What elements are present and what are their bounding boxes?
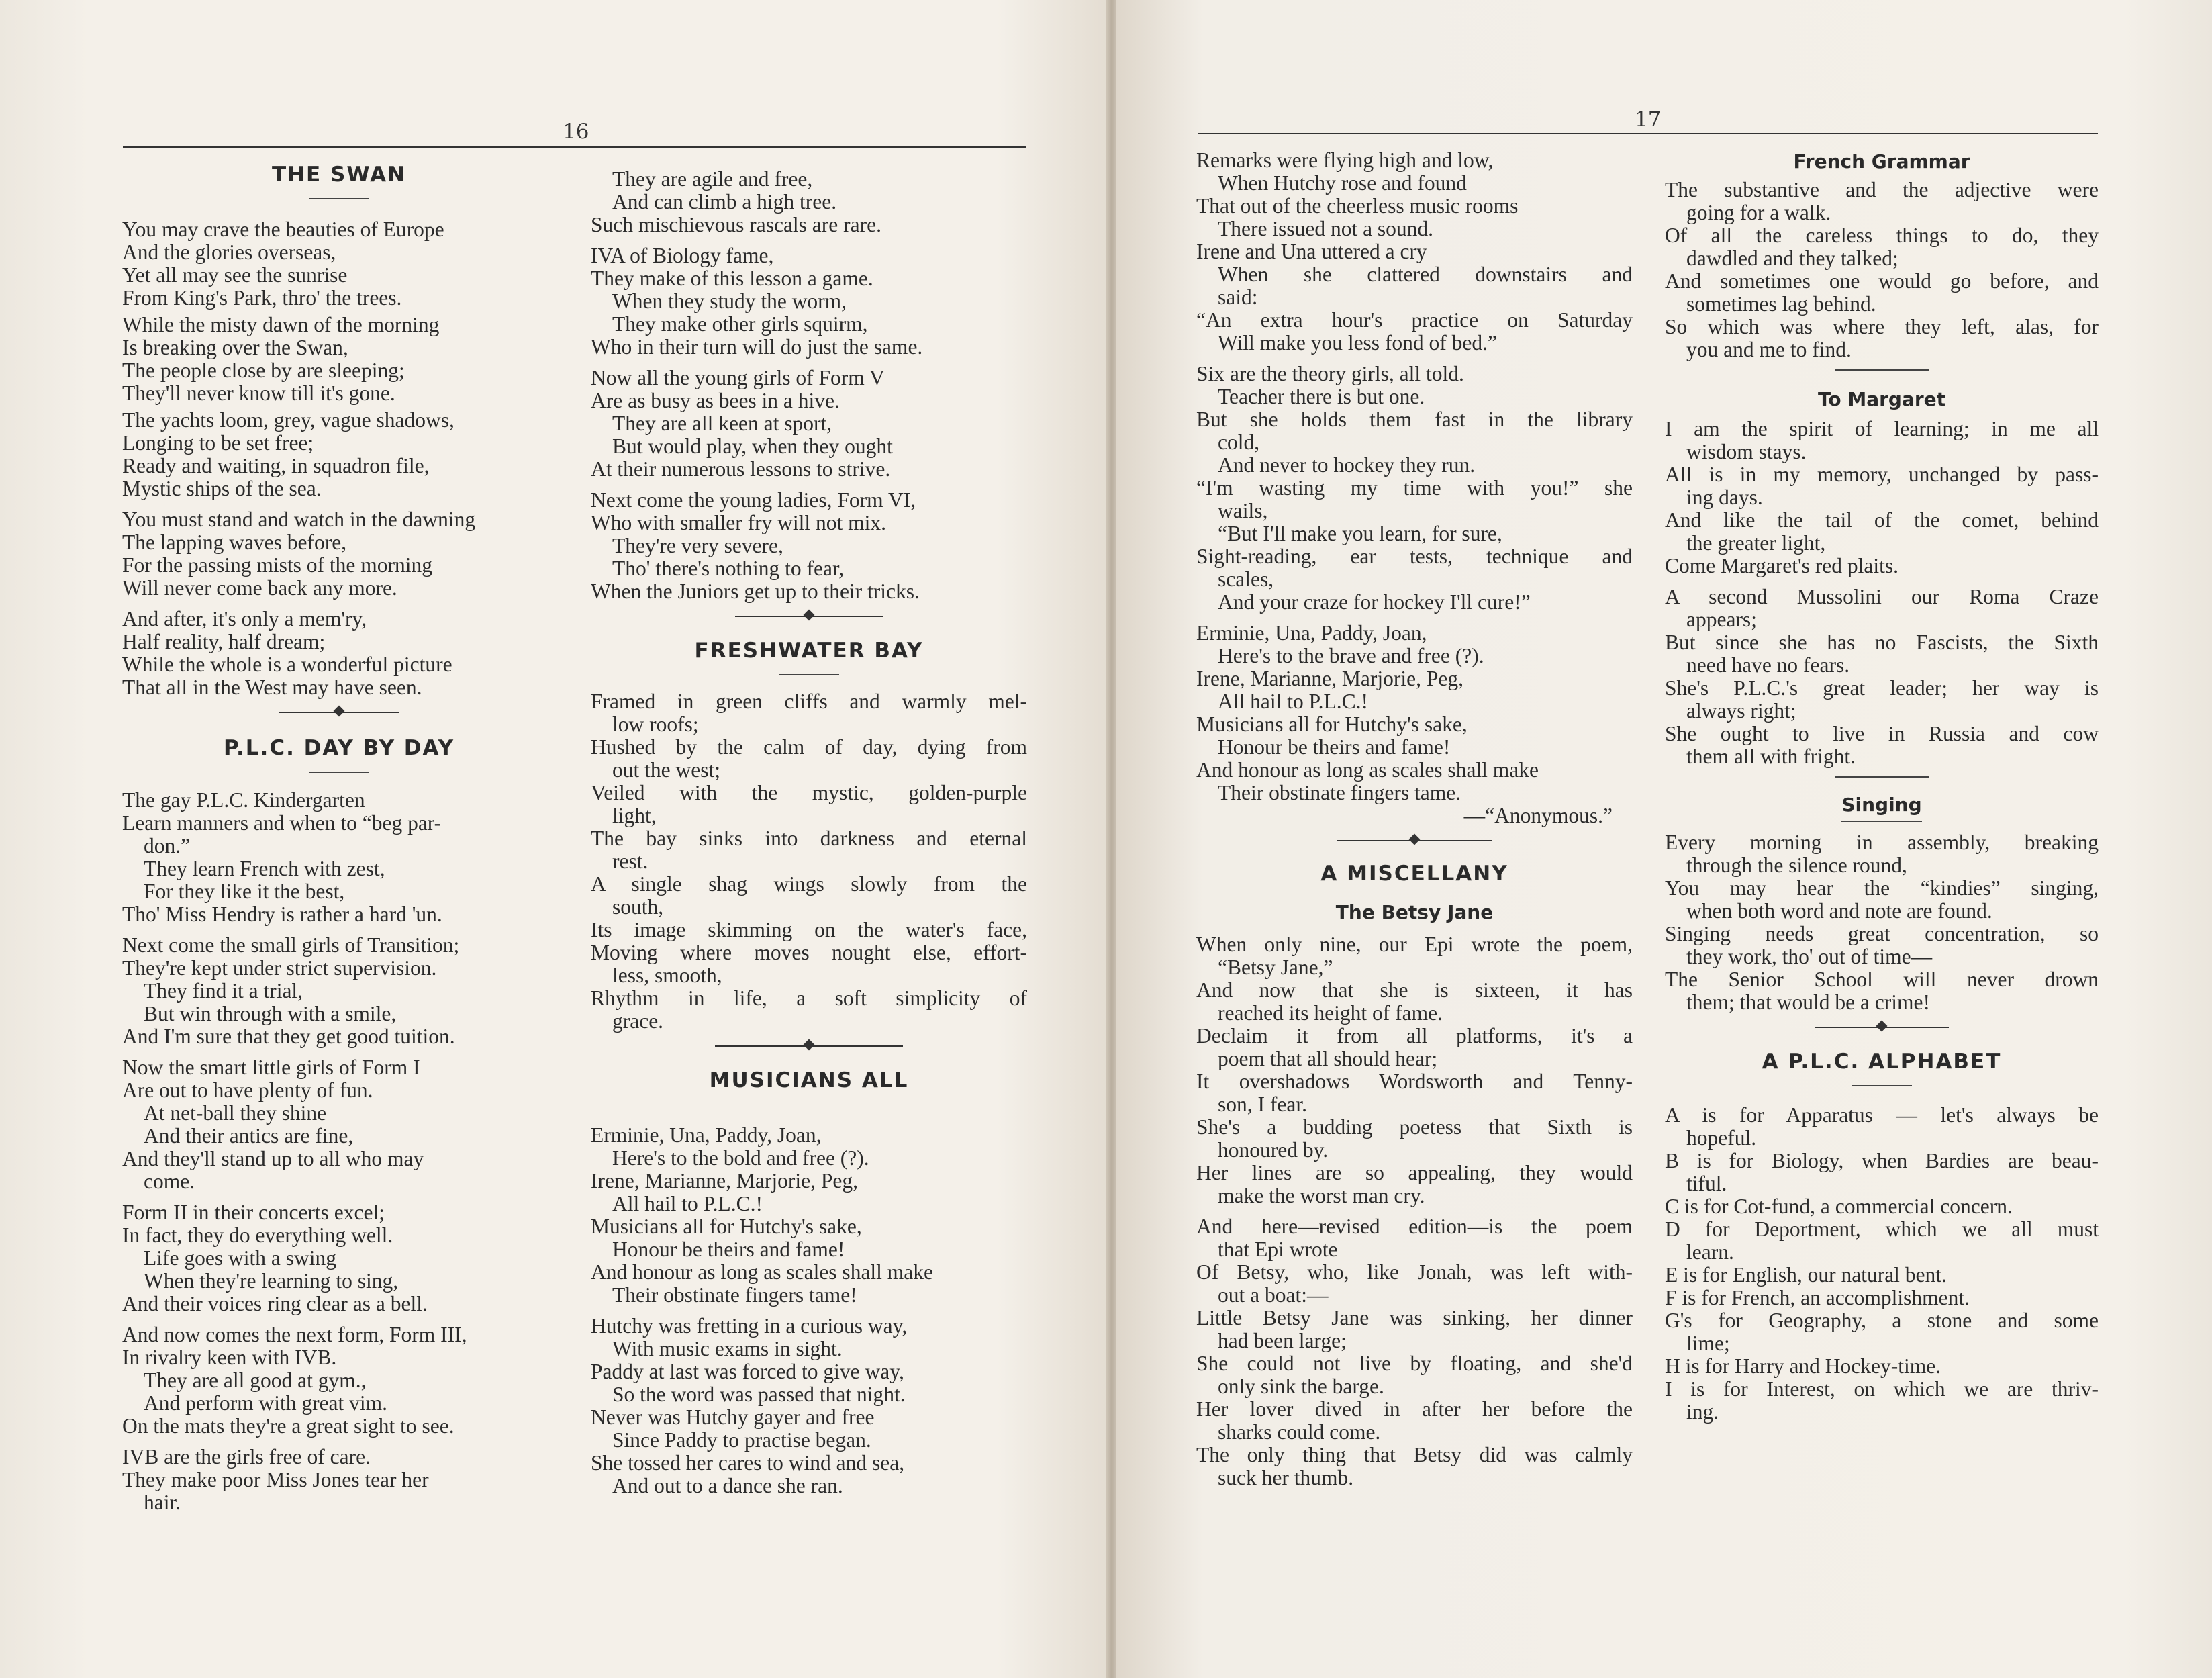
poem-line: The only thing that Betsy did was calmly [1196,1443,1633,1466]
ornament-divider [735,611,883,622]
poem-line: appears; [1686,608,1757,631]
poem-line: In fact, they do everything well. [122,1223,393,1247]
musicians-stanza-3 [1196,149,1633,355]
poem-line: IVB are the girls free of care. [122,1445,371,1469]
poem-line: low roofs; [612,712,699,736]
poem-title-betsy-jane: The Betsy Jane [1335,901,1494,923]
poem-line: At net-ball they shine [144,1101,327,1125]
poem-line: A single shag wings slowly from the [591,872,1027,896]
betsy-jane-poem [1196,1215,1633,1489]
section-title-a-miscellany: A MISCELLANY [1320,861,1508,886]
title-rule [779,674,839,675]
poem-line: And sometimes one would go before, and [1665,269,2099,293]
spacer [1196,885,1633,901]
poem-line: She's P.L.C.'s great leader; her way is [1665,676,2099,700]
poem-line: Framed in green cliffs and warmly mel- [591,690,1027,713]
left-column-2 [591,168,1027,1505]
ornament-divider [279,707,399,718]
poem-line: The bay sinks into darkness and eternal [591,827,1027,850]
section-divider [1835,776,1929,778]
poem-line: ing. [1686,1400,1719,1424]
poem-line: Form II in their concerts excel; [122,1201,385,1224]
poem-title-to-margaret: To Margaret [1817,388,1946,410]
poem-line: Her lover dived in after her before the [1196,1397,1633,1421]
poem-line: lime; [1686,1332,1730,1355]
poem-line: A second Mussolini our Roma Craze [1665,585,2099,608]
poem-line: “But I'll make you learn, for sure, [1218,522,1502,545]
poem-line: Are out to have plenty of fun. [122,1078,373,1102]
poem-line: That all in the West may have seen. [122,675,422,699]
plc-stanza-5 [122,1323,556,1438]
poem-line: Erminie, Una, Paddy, Joan, [591,1123,822,1147]
poem-line: I is for Interest, on which we are thriv- [1665,1377,2099,1401]
header-rule-right [1198,133,2098,134]
poem-line: You may hear the “kindies” singing, [1665,876,2099,900]
poem-line: But win through with a smile, [144,1002,397,1025]
page-number-16: 16 [563,120,589,144]
poem-title-plc-day-by-day: P.L.C. DAY BY DAY [223,736,455,760]
poem-title-the-swan: THE SWAN [271,162,407,187]
poem-line: Irene and Una uttered a cry [1196,240,1427,263]
spacer [1196,924,1633,933]
singing-text [1665,831,2099,1014]
plc-stanza-1 [122,789,556,926]
poem-line: Next come the small girls of Transition; [122,933,460,957]
title-rule [309,198,369,199]
poem-line: When only nine, our Epi wrote the poem, [1196,933,1633,956]
poem-line: Irene, Marianne, Marjorie, Peg, [591,1169,858,1193]
poem-line: Every morning in assembly, breaking [1665,831,2099,854]
poem-line: Teacher there is but one. [1218,385,1425,408]
poem-line: you and me to find. [1686,338,1852,361]
poem-line: At their numerous lessons to strive. [591,457,891,481]
poem-line: They make of this lesson a game. [591,267,873,290]
poem-line: Her lines are so appealing, they would [1196,1161,1633,1184]
poem-line: Honour be theirs and fame! [612,1238,845,1261]
poem-line: All is in my memory, unchanged by pass- [1665,463,2099,486]
poem-line: Longing to be set free; [122,431,314,455]
poem-line: when both word and note are found. [1686,899,1992,923]
poem-line: That out of the cheerless music rooms [1196,194,1519,218]
poem-line: Musicians all for Hutchy's sake, [591,1215,862,1238]
poem-line: You may crave the beauties of Europe [122,218,444,241]
poem-line: Rhythm in life, a soft simplicity of [591,986,1027,1010]
poem-line: IVA of Biology fame, [591,244,774,267]
poem-line: Declaim it from all platforms, it's a [1196,1024,1633,1047]
poem-line: sometimes lag behind. [1686,292,1876,316]
swan-stanza-5 [122,608,556,699]
poem-line: Who with smaller fry will not mix. [591,511,887,534]
poem-line: honoured by. [1218,1138,1329,1162]
poem-line: “An extra hour's practice on Saturday [1196,308,1633,332]
poem-line: And their voices ring clear as a bell. [122,1292,428,1315]
poem-line: Its image skimming on the water's face, [591,918,1027,941]
poem-line: always right; [1686,699,1796,723]
poem-line: So the word was passed that night. [612,1383,906,1406]
poem-title-french-grammar: French Grammar [1793,150,1970,173]
poem-line: Moving where moves nought else, effort- [591,941,1027,964]
poem-line: Paddy at last was forced to give way, [591,1360,904,1383]
poem-line: D for Deportment, which we all must [1665,1217,2099,1241]
poem-line: When the Juniors get up to their tricks. [591,579,920,603]
section-title-plc-alphabet: A P.L.C. ALPHABET [1762,1050,2002,1074]
poem-line: They are all good at gym., [144,1368,367,1392]
poem-line: going for a walk. [1686,201,1831,224]
poem-line: Sight-reading, ear tests, technique and [1196,545,1633,568]
alphabet-text [1665,1104,2099,1424]
poem-line: And your craze for hockey I'll cure!” [1218,590,1531,614]
poem-line: only sink the barge. [1218,1374,1384,1398]
freshwater-text [591,690,1027,1033]
poem-line: Hutchy was fretting in a curious way, [591,1314,908,1338]
poem-line: When she clattered downstairs and [1218,263,1633,286]
poem-line: cold, [1218,430,1260,454]
poem-line: She's a budding poetess that Sixth is [1196,1115,1633,1139]
poem-line: A is for Apparatus — let's always be [1665,1103,2099,1127]
poem-line: light, [612,804,657,827]
poem-line: out the west; [612,758,720,782]
poem-line: They're very severe, [612,534,783,557]
poem-line: Irene, Marianne, Marjorie, Peg, [1196,667,1463,690]
poem-line: Here's to the brave and free (?). [1218,644,1484,667]
poem-line: son, I fear. [1218,1092,1307,1116]
musicians-stanza-4 [1196,363,1633,614]
poem-title-musicians-all: MUSICIANS ALL [709,1068,909,1092]
poem-line: Will never come back any more. [122,576,397,600]
poem-line: And they'll stand up to all who may [122,1147,424,1170]
poem-line: Since Paddy to practise began. [612,1428,871,1452]
poem-line: hopeful. [1686,1126,1757,1150]
poem-line: But would play, when they ought [612,434,893,458]
poem-line: The gay P.L.C. Kindergarten [122,788,365,812]
poem-line: out a boat:— [1218,1283,1329,1307]
poem-line: And never to hockey they run. [1218,453,1476,477]
right-column-2 [1665,150,2099,1432]
poem-line: And perform with great vim. [144,1391,388,1415]
poem-line: The substantive and the adjective were [1665,178,2099,201]
poem-line: don.” [144,834,191,857]
poem-line: They're kept under strict supervision. [122,956,437,980]
poem-line: The people close by are sleeping; [122,359,405,382]
poem-line: And here—revised edition—is the poem [1196,1215,1633,1238]
poem-line: Here's to the bold and free (?). [612,1146,869,1170]
poem-line: The yachts loom, grey, vague shadows, [122,408,454,432]
ornament-divider [715,1041,903,1052]
poem-line: When Hutchy rose and found [1218,171,1467,195]
poem-line: All hail to P.L.C.! [612,1192,763,1215]
poem-line: sharks could come. [1218,1420,1381,1444]
title-rule [1841,821,1922,822]
poem-line: C is for Cot-fund, a commercial concern. [1665,1195,2013,1218]
poem-line: them; that would be a crime! [1686,990,1931,1014]
poem-line: And out to a dance she ran. [612,1474,843,1497]
poem-line: Remarks were flying high and low, [1196,148,1494,172]
poem-line: G's for Geography, a stone and some [1665,1309,2099,1332]
poem-line: them all with fright. [1686,745,1856,768]
poem-title-freshwater-bay: FRESHWATER BAY [694,639,924,663]
poem-line: For the passing mists of the morning [122,553,432,577]
poem-attribution: —“Anonymous.” [1463,804,1613,827]
poem-line: wails, [1218,499,1268,522]
poem-line: Tho' Miss Hendry is rather a hard 'un. [122,902,442,926]
poem-line: learn. [1686,1240,1734,1264]
poem-line: B is for Biology, when Bardies are beau- [1665,1149,2099,1172]
poem-line: Ready and waiting, in squadron file, [122,454,430,477]
poem-line: I am the spirit of learning; in me all [1665,417,2099,440]
poem-line: They learn French with zest, [144,857,385,880]
poem-line: poem that all should hear; [1218,1047,1438,1070]
french-grammar-text [1665,179,2099,361]
poem-line: through the silence round, [1686,853,1907,877]
ornament-divider [1337,835,1492,846]
title-spacer [779,1105,839,1107]
plc-stanza-7 [591,168,1027,236]
poem-line: Their obstinate fingers tame! [612,1283,857,1307]
poem-line: Little Betsy Jane was sinking, her dinner [1196,1306,1633,1330]
poem-line: Yet all may see the sunrise [122,263,348,287]
poem-line: They find it a trial, [144,979,303,1003]
poem-line: need have no fears. [1686,653,1850,677]
poem-line: Is breaking over the Swan, [122,336,348,359]
poem-line: scales, [1218,567,1274,591]
title-rule [309,772,369,773]
swan-stanza-2 [122,314,556,405]
poem-line: And I'm sure that they get good tuition. [122,1025,455,1048]
plc-stanza-9 [591,367,1027,481]
poem-line: Singing needs great concentration, so [1665,922,2099,945]
poem-line: When they're learning to sing, [144,1269,399,1293]
poem-line: While the whole is a wonderful picture [122,653,452,676]
poem-line: For they like it the best, [144,880,345,903]
poem-line: And honour as long as scales shall make [1196,758,1539,782]
swan-stanza-4 [122,508,556,600]
musicians-stanza-5 [1196,622,1633,827]
musicians-stanza-2 [591,1315,1027,1497]
poem-line: So which was where they left, alas, for [1665,315,2099,338]
poem-line: suck her thumb. [1218,1466,1354,1489]
poem-line: had been large; [1218,1329,1347,1352]
poem-line: ing days. [1686,485,1763,509]
poem-line: Their obstinate fingers tame. [1218,781,1461,804]
poem-line: And now comes the next form, Form III, [122,1323,467,1346]
poem-line: wisdom stays. [1686,440,1807,463]
poem-line: While the misty dawn of the morning [122,313,440,336]
title-rule [1852,1085,1912,1086]
poem-line: They'll never know till it's gone. [122,381,395,405]
poem-line: Honour be theirs and fame! [1218,735,1451,759]
poem-line: But she holds them fast in the library [1196,408,1633,431]
poem-line: H is for Harry and Hockey-time. [1665,1354,1941,1378]
poem-line: make the worst man cry. [1218,1184,1425,1207]
poem-line: Learn manners and when to “beg par- [122,811,442,835]
plc-stanza-8 [591,244,1027,359]
poem-line: And honour as long as scales shall make [591,1260,934,1284]
poem-line: E is for English, our natural bent. [1665,1263,1947,1287]
poem-line: they work, tho' out of time— [1686,945,1933,968]
poem-line: The Senior School will never drown [1665,968,2099,991]
poem-line: hair. [144,1491,181,1514]
poem-line: Erminie, Una, Paddy, Joan, [1196,621,1427,645]
poem-line: reached its height of fame. [1218,1001,1443,1025]
plc-stanza-3 [122,1056,556,1193]
poem-line: F is for French, an accomplishment. [1665,1286,1970,1309]
poem-line: Come Margaret's red plaits. [1665,554,1899,577]
poem-line: And their antics are fine, [144,1124,354,1148]
poem-line: Will make you less fond of bed.” [1218,331,1498,355]
poem-line: When they study the worm, [612,289,847,313]
poem-line: She could not live by floating, and she'd [1196,1352,1633,1375]
poem-line: grace. [612,1009,664,1033]
poem-line: Are as busy as bees in a hive. [591,389,840,412]
poem-line: They are all keen at sport, [612,412,832,435]
section-divider [1835,369,1929,371]
poem-line: Hushed by the calm of day, dying from [591,735,1027,759]
poem-line: Now all the young girls of Form V [591,366,885,389]
poem-line: It overshadows Wordsworth and Tenny- [1196,1070,1633,1093]
plc-stanza-4 [122,1201,556,1315]
poem-line: dawdled and they talked; [1686,246,1898,270]
poem-line: come. [144,1170,195,1193]
musicians-stanza-1 [591,1124,1027,1307]
plc-stanza-6 [122,1446,556,1514]
poem-line: And after, it's only a mem'ry, [122,607,367,631]
poem-line: All hail to P.L.C.! [1218,690,1369,713]
poem-line: And like the tail of the comet, behind [1665,508,2099,532]
poem-line: that Epi wrote [1218,1238,1338,1261]
poem-line: “I'm wasting my time with you!” she [1196,476,1633,500]
poem-line: Tho' there's nothing to fear, [612,557,845,580]
poem-line: And now that she is sixteen, it has [1196,978,1633,1002]
poem-line: Never was Hutchy gayer and free [591,1405,875,1429]
poem-line: less, smooth, [612,964,722,987]
poem-line: She tossed her cares to wind and sea, [591,1451,905,1475]
poem-line: Next come the young ladies, Form VI, [591,488,916,512]
poem-line: Veiled with the mystic, golden-purple [591,781,1027,804]
poem-line: You must stand and watch in the dawning [122,508,476,531]
margaret-stanza-1 [1665,418,2099,577]
right-column-1 [1196,149,1633,1497]
poem-title-singing: Singing [1841,794,1922,816]
plc-stanza-10 [591,489,1027,603]
poem-line: Half reality, half dream; [122,630,326,653]
plc-stanza-2 [122,934,556,1048]
poem-line: In rivalry keen with IVB. [122,1346,337,1369]
poem-line: Musicians all for Hutchy's sake, [1196,712,1468,736]
poem-line: With music exams in sight. [612,1337,843,1360]
poem-line: They are agile and free, [612,167,813,191]
poem-line: Six are the theory girls, all told. [1196,362,1464,385]
poem-line: On the mats they're a great sight to see. [122,1414,454,1438]
poem-line: the greater light, [1686,531,1826,555]
poem-line: But since she has no Fascists, the Sixth [1665,631,2099,654]
poem-line: Now the smart little girls of Form I [122,1056,420,1079]
poem-line: And can climb a high tree. [612,190,837,214]
poem-line: And the glories overseas, [122,240,336,264]
ornament-divider [1815,1022,1949,1033]
header-rule-left [123,146,1026,148]
poem-line: Life goes with a swing [144,1246,336,1270]
swan-stanza-1 [122,218,556,310]
poem-line: Such mischievous rascals are rare. [591,213,881,236]
poem-line: There issued not a sound. [1218,217,1434,240]
betsy-jane-intro [1196,933,1633,1207]
poem-line: Mystic ships of the sea. [122,477,322,500]
poem-line: They make poor Miss Jones tear her [122,1468,429,1491]
poem-line: Who in their turn will do just the same. [591,335,923,359]
poem-line: They make other girls squirm, [612,312,868,336]
page-number-17: 17 [1635,107,1662,132]
poem-line: From King's Park, thro' the trees. [122,286,402,310]
poem-line: tiful. [1686,1172,1727,1195]
poem-line: Of all the careless things to do, they [1665,224,2099,247]
swan-stanza-3 [122,409,556,500]
poem-line: She ought to live in Russia and cow [1665,722,2099,745]
poem-line: Of Betsy, who, like Jonah, was left with- [1196,1260,1633,1284]
poem-line: “Betsy Jane,” [1218,955,1333,979]
poem-line: south, [612,895,664,919]
margaret-stanza-2 [1665,586,2099,768]
poem-line: said: [1218,285,1258,309]
poem-line: The lapping waves before, [122,530,347,554]
left-column-1 [122,163,556,1522]
poem-line: rest. [612,849,648,873]
